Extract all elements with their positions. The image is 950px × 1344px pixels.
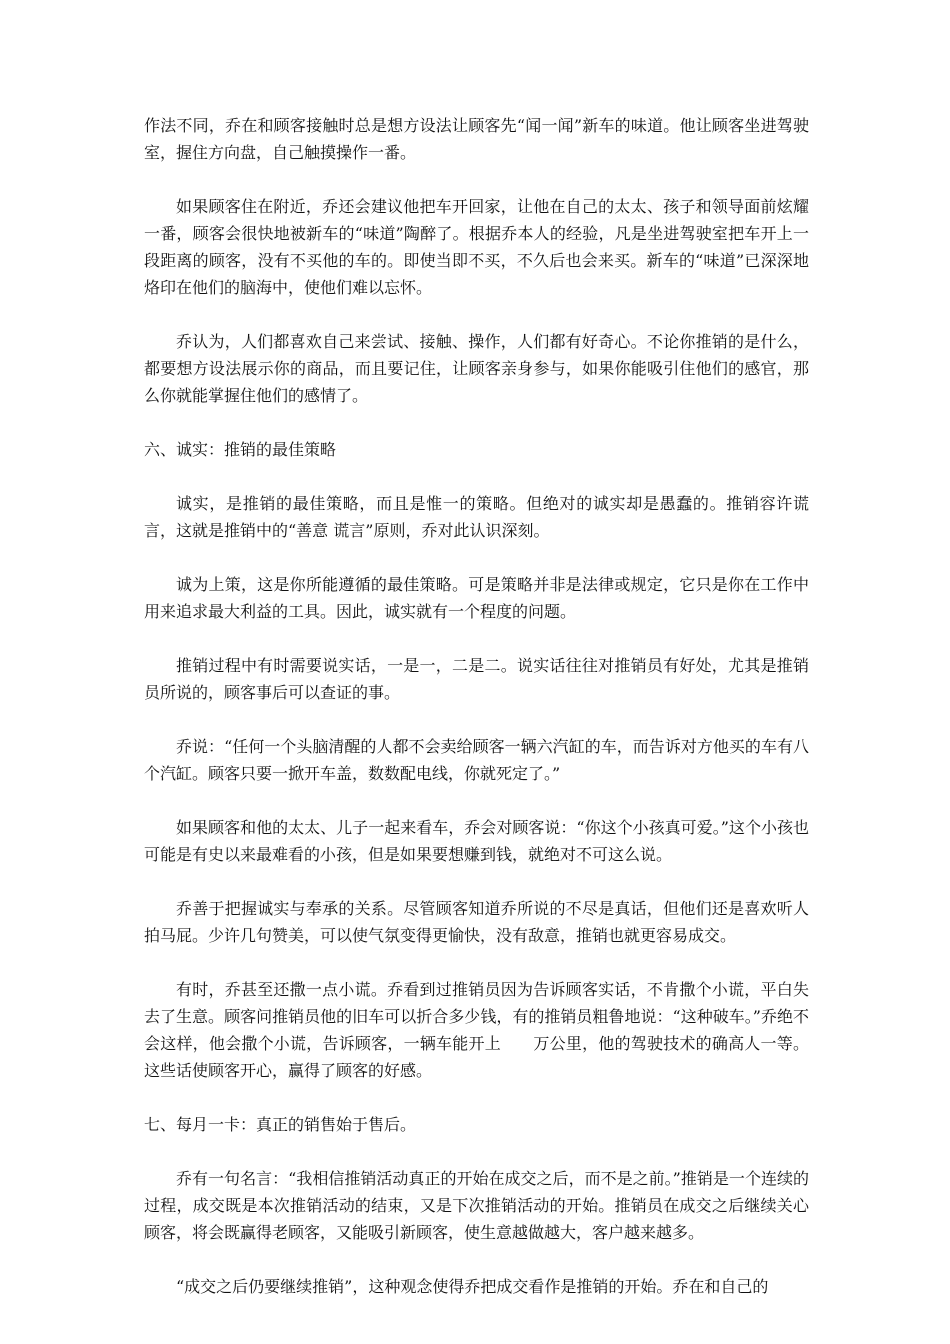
paragraph: “成交之后仍要继续推销”，这种观念使得乔把成交看作是推销的开始。乔在和自己的 bbox=[176, 1277, 769, 1296]
paragraph: 作法不同，乔在和顾客接触时总是想方设法让顾客先“闻一闻”新车的味道。他让顾客坐进驾驶室，握住方向盘，自己触摸操作一番。 bbox=[144, 116, 809, 162]
paragraph: 乔说：“任何一个头脑清醒的人都不会卖给顾客一辆六汽缸的车，而告诉对方他买的车有八个汽缸。顾客只要一掀开车盖，数数配电线，你就死定了。” bbox=[144, 737, 809, 783]
paragraph: 乔认为，人们都喜欢自己来尝试、接触、操作，人们都有好奇心。不论你推销的是什么，都要想方设法展示你的商品，而且要记住，让顾客亲身参与，如果你能吸引住他们的感官，那么你就能掌握住他们的感情了。 bbox=[144, 332, 809, 405]
paragraph: 有时，乔甚至还撒一点小谎。乔看到过推销员因为告诉顾客实话，不肯撒个小谎，平白失去了生意。顾客问推销员他的旧车可以折合多少钱，有的推销员粗鲁地说：“这种破车。”乔绝不会这样，他会撒个小谎，告诉顾客，一辆车能开上 万公里，他的驾驶技术的确高人一等。这些话使顾客开心，赢得了顾客的好感。 bbox=[144, 980, 809, 1080]
section-heading: 六、诚实：推销的最佳策略 bbox=[144, 440, 337, 459]
paragraph: 诚为上策，这是你所能遵循的最佳策略。可是策略并非是法律或规定，它只是你在工作中用来追求最大利益的工具。因此，诚实就有一个程度的问题。 bbox=[144, 575, 809, 621]
section-heading: 七、每月一卡：真正的销售始于售后。 bbox=[144, 1115, 417, 1134]
paragraph: 如果顾客和他的太太、儿子一起来看车，乔会对顾客说：“你这个小孩真可爱。”这个小孩也可能是有史以来最难看的小孩，但是如果要想赚到钱，就绝对不可这么说。 bbox=[144, 818, 809, 864]
document-body bbox=[144, 112, 809, 1327]
paragraph: 乔善于把握诚实与奉承的关系。尽管顾客知道乔所说的不尽是真话，但他们还是喜欢听人拍马屁。少许几句赞美，可以使气氛变得更愉快，没有敌意，推销也就更容易成交。 bbox=[144, 899, 809, 945]
paragraph: 诚实，是推销的最佳策略，而且是惟一的策略。但绝对的诚实却是愚蠢的。推销容许谎言，这就是推销中的“善意 谎言”原则，乔对此认识深刻。 bbox=[144, 494, 809, 540]
paragraph: 推销过程中有时需要说实话，一是一，二是二。说实话往往对推销员有好处，尤其是推销员所说的，顾客事后可以查证的事。 bbox=[144, 656, 809, 702]
paragraph: 乔有一句名言：“我相信推销活动真正的开始在成交之后，而不是之前。”推销是一个连续的过程，成交既是本次推销活动的结束，又是下次推销活动的开始。推销员在成交之后继续关心顾客，将会既赢得老顾客，又能吸引新顾客，使生意越做越大，客户越来越多。 bbox=[144, 1169, 809, 1242]
paragraph: 如果顾客住在附近，乔还会建议他把车开回家，让他在自己的太太、孩子和领导面前炫耀一番，顾客会很快地被新车的“味道”陶醉了。根据乔本人的经验，凡是坐进驾驶室把车开上一段距离的顾客，没有不买他的车的。即使当即不买，不久后也会来买。新车的“味道”已深深地烙印在他们的脑海中，使他们难以忘怀。 bbox=[144, 197, 809, 297]
